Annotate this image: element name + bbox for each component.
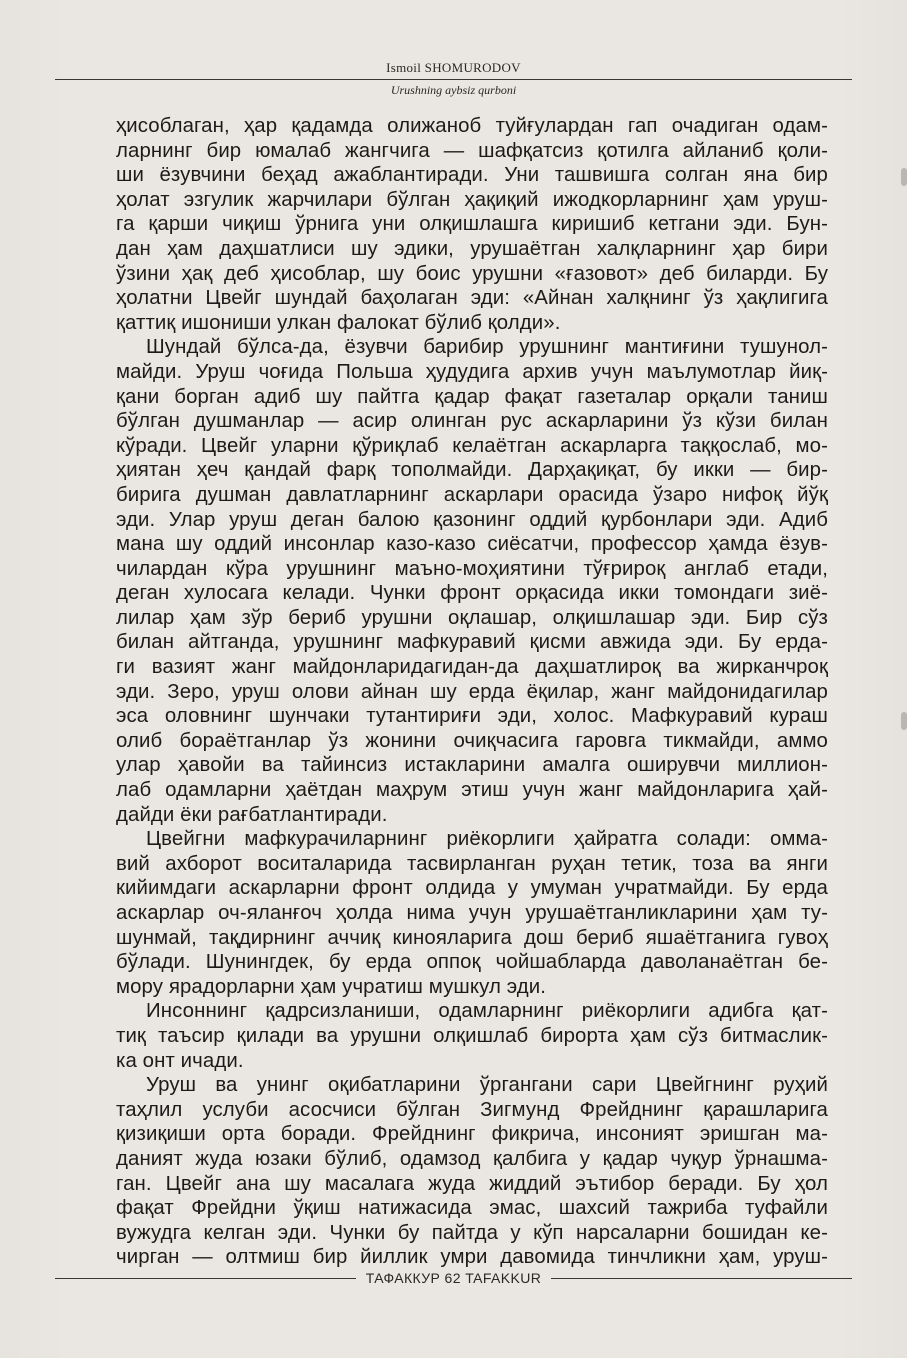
text-line: аскарлар оч-яланғоч ҳолда нима учун урушаётганликларини ҳам ту-	[116, 902, 828, 924]
header-rule	[55, 79, 852, 80]
text-line: қаттиқ ишониши улкан фалокат бўлиб қолди».	[116, 311, 561, 334]
header-author: Ismoil SHOMURODOV	[386, 60, 521, 75]
text-line: ҳиятан ҳеч қандай фарқ тополмайди. Дарҳақиқат, бу икки — бир-	[116, 459, 828, 482]
binding-hole-mark	[901, 168, 907, 186]
text-line: деган хулосага келади. Чунки фронт орқасида икки томондаги зиё-	[116, 582, 828, 605]
text-line: тиқ таъсир қилади ва урушни олқишлаб бирорта ҳам сўз битмаслик-	[116, 1024, 828, 1047]
text-line: вий ахборот воситаларида тасвирланган руҳан тетик, тоза ва янги	[116, 852, 828, 875]
text-line: ҳисоблаган, ҳар қадамда олижаноб туйғулардан гап очадиган одам-	[116, 115, 828, 137]
text-line: бўлади. Шунингдек, бу ерда оппоқ чойшабларда даволанаётган бе-	[116, 951, 828, 974]
paragraph-first-line: Шундай бўлса-да, ёзувчи барибир урушнинг мантиғини тушунол-	[146, 336, 828, 359]
text-line: олиб бораётганлар ўз жонини очиқчасига гаровга тикмайди, аммо	[116, 729, 828, 752]
text-line: ги вазият жанг майдонларидагидан-да даҳшатлироқ ва жирканчроқ	[116, 656, 828, 679]
header-subtitle: Urushning aybsiz qurboni	[390, 83, 517, 97]
running-footer	[55, 1270, 852, 1286]
text-line: фақат Фрейдни ўқиш натижасида эмас, шахсий тажриба туфайли	[116, 1197, 828, 1220]
text-line: мору ярадорларни ҳам учратиш мушкул эди.	[116, 975, 547, 998]
text-line: таҳлил услуби асосчиси бўлган Зигмунд Фрейднинг қарашларига	[116, 1098, 828, 1121]
text-line: кўради. Цвейг уларни қўриқлаб келаётган аскарларга таққослаб, мо-	[116, 434, 828, 457]
footer-rule-right	[551, 1278, 852, 1279]
body-text	[116, 114, 828, 1270]
text-line: мана шу оддий инсонлар казо-казо сиёсатчи, профессор ҳамда ёзув-	[116, 533, 828, 556]
text-line: дайди ёки рағбатлантиради.	[116, 803, 388, 826]
text-line: ҳолатни Цвейг шундай баҳолаган эди: «Айнан халқнинг ўз ҳақлигига	[116, 287, 828, 310]
text-line: қани борган адиб шу пайтга қадар фақат газеталар орқали таниш	[116, 385, 828, 408]
text-line: кийимдаги аскарларни фронт олдида у умуман учратмайди. Бу ерда	[116, 877, 828, 900]
footer-page-label: ТАФАККУР 62 TAFAKKUR	[365, 1270, 542, 1286]
text-line: ка онт ичади.	[116, 1049, 244, 1072]
text-line: чирган — олтмиш бир йиллик умри давомида тинчликни ҳам, уруш-	[116, 1246, 828, 1269]
text-line: дан ҳам даҳшатлиси шу эдики, урушаётган халқларнинг ҳар бири	[116, 237, 828, 260]
text-line: га қарши чиқиш ўрнига уни олқишлашга киришиб кетгани эди. Бун-	[116, 213, 828, 236]
footer-rule-left	[55, 1278, 356, 1279]
paragraph-first-line: Инсоннинг қадрсизланиши, одамларнинг риёкорлиги адибга қат-	[146, 1000, 828, 1023]
text-line: лилар ҳам зўр бериб урушни оқлашар, олқишлашар эди. Бир сўз	[116, 606, 828, 629]
text-line: бирига душман давлатларнинг аскарлари орасида ўзаро нифоқ йўқ	[116, 483, 828, 506]
text-line: чилардан кўра урушнинг маъно-моҳиятини тўғрироқ англаб етади,	[116, 557, 828, 580]
text-line: ўзини ҳақ деб ҳисоблар, шу боис урушни «ғазовот» деб биларди. Бу	[116, 262, 828, 285]
text-line: шунмай, тақдирнинг аччиқ кинояларига дош бериб яшаётганига гувоҳ	[116, 926, 828, 949]
text-line: қизиқиши орта боради. Фрейднинг фикрича, инсоният эришган ма-	[116, 1123, 828, 1146]
text-line: даният жуда юзаки бўлиб, одамзод қалбига у қадар чуқур ўрнашма-	[116, 1147, 828, 1170]
text-line: вужудга келган эди. Чунки бу пайтда у кўп нарсаларни бошидан ке-	[116, 1221, 828, 1244]
text-line: эди. Зеро, уруш олови айнан шу ерда ёқилар, жанг майдонидагилар	[116, 680, 828, 703]
running-header	[55, 60, 852, 97]
text-line: эса оловнинг шунчаки тутантириғи эди, холос. Мафкуравий кураш	[116, 705, 828, 728]
text-line: ҳолат эзгулик жарчилари бўлган ҳақиқий ижодкорларнинг ҳам уруш-	[116, 188, 828, 211]
text-line: майди. Уруш чоғида Польша ҳудудига архив учун маълумотлар йиқ-	[116, 360, 828, 383]
text-line: ши ёзувчини беҳад ажаблантиради. Уни ташвишга солган яна бир	[116, 164, 828, 187]
text-line: ган. Цвейг ана шу масалага жуда жиддий эътибор беради. Бу ҳол	[116, 1172, 828, 1195]
text-line: эди. Улар уруш деган балою қазонинг оддий қурбонлари эди. Адиб	[116, 508, 828, 531]
text-line: билан айтганда, урушнинг мафкуравий қисми авжида эди. Бу ерда-	[116, 631, 828, 654]
binding-hole-mark	[901, 712, 907, 730]
text-line: ларнинг бир юмалаб жангчига — шафқатсиз қотилга айланиб қоли-	[116, 139, 828, 162]
paragraph-first-line: Уруш ва унинг оқибатларини ўргангани сари Цвейгнинг руҳий	[146, 1074, 828, 1097]
text-line: улар ҳавойи ва тайинсиз истакларини амалга оширувчи миллион-	[116, 754, 828, 777]
text-line: лаб одамларни ҳаётдан маҳрум этиш учун жанг майдонларига ҳай-	[116, 779, 828, 802]
paragraph-first-line: Цвейгни мафкурачиларнинг риёкорлиги ҳайратга солади: омма-	[146, 828, 828, 851]
text-line: бўлган душманлар — асир олинган рус аскарларини ўз кўзи билан	[116, 410, 828, 433]
